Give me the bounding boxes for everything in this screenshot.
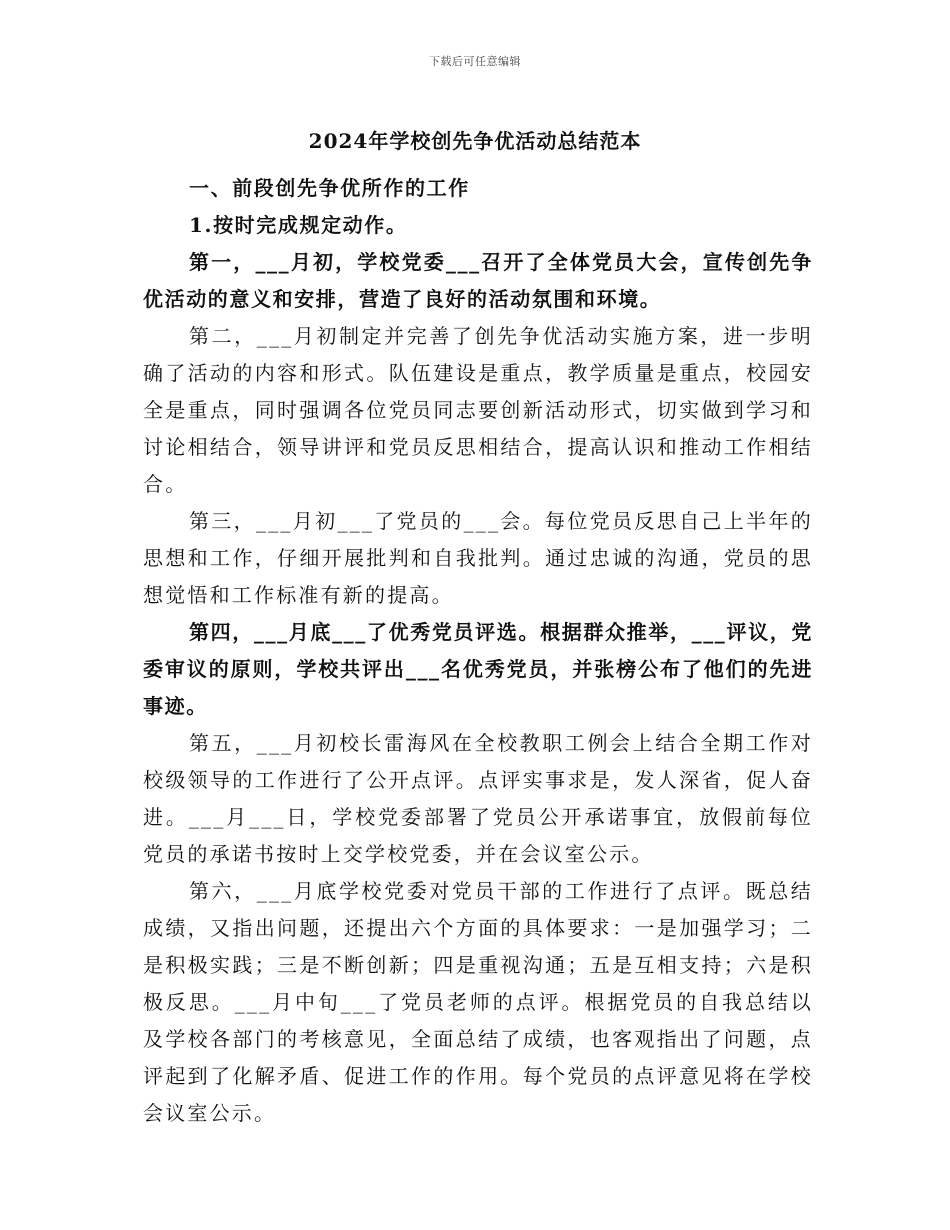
paragraph: 第三，___月初___了党员的___会。每位党员反思自己上半年的思想和工作，仔细开展批判和自我批判。通过忠诚的沟通，党员的思想觉悟和工作标准有新的提高。 (143, 509, 813, 607)
paragraph: 第六，___月底学校党委对党员干部的工作进行了点评。既总结成绩，又指出问题，还提出六个方面的具体要求：一是加强学习；二是积极实践；三是不断创新；四是重视沟通；五是互相支持；六是积极反思。___月中旬___了党员老师的点评。根据党员的自我总结以及学校各部门的考核意见，全面总结了成绩，也客观指出了问题，点评起到了化解矛盾、促进工作的作用。每个党员的点评意见将在学校会议室公示。 (143, 879, 813, 1125)
document-title: 2024年学校创先争优活动总结范本 (308, 129, 642, 153)
paragraph: 1.按时完成规定动作。 (189, 213, 408, 237)
paragraph: 第五，___月初校长雷海风在全校教职工例会上结合全期工作对校级领导的工作进行了公开点评。点评实事求是，发人深省，促人奋进。___月___日，学校党委部署了党员公开承诺事宜，放假前每位党员的承诺书按时上交学校党委，并在会议室公示。 (143, 731, 813, 866)
paragraph: 一、前段创先争优所作的工作 (189, 176, 470, 200)
paragraph: 第一，___月初，学校党委___召开了全体党员大会，宣传创先争优活动的意义和安排，营造了良好的活动氛围和环境。 (143, 250, 813, 311)
document-body (143, 170, 813, 1132)
header-note: 下载后可任意编辑 (429, 55, 521, 68)
paragraph: 第四，___月底___了优秀党员评选。根据群众推举，___评议，党委审议的原则，学校共评出___名优秀党员，并张榜公布了他们的先进事迹。 (143, 620, 813, 718)
paragraph: 第二，___月初制定并完善了创先争优活动实施方案，进一步明确了活动的内容和形式。队伍建设是重点，教学质量是重点，校园安全是重点，同时强调各位党员同志要创新活动形式，切实做到学习和讨论相结合，领导讲评和党员反思相结合，提高认识和推动工作相结合。 (143, 324, 813, 496)
